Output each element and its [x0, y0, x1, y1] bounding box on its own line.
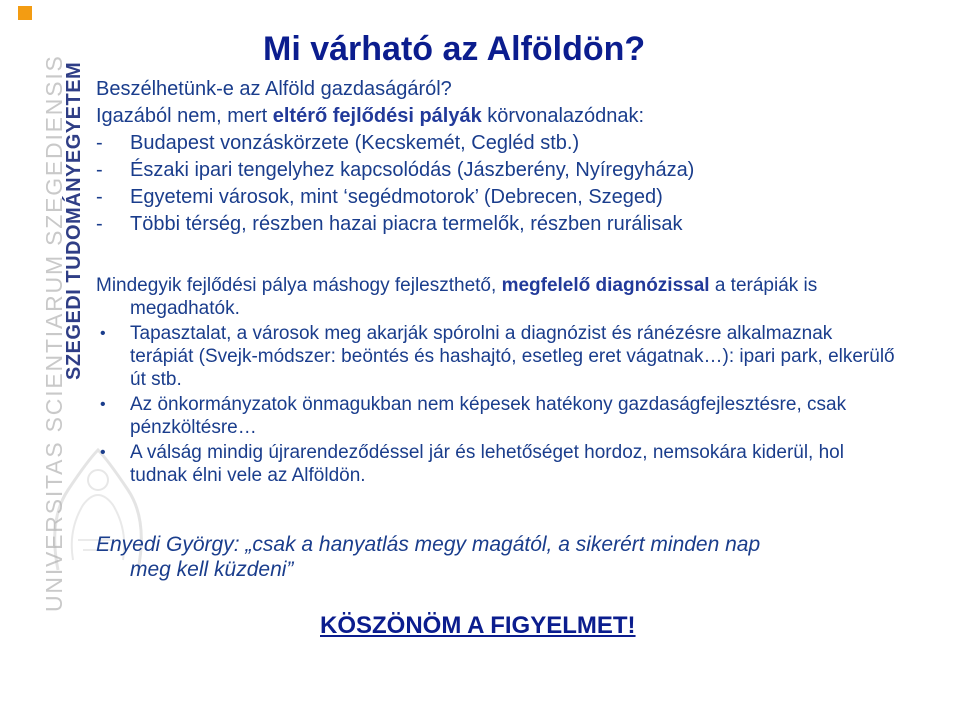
list-item — [96, 157, 936, 184]
dash-marker: - — [96, 159, 103, 181]
list-item-text: Budapest vonzáskörzete (Kecskemét, Cegléd stb.) — [130, 132, 580, 154]
bullet-icon: • — [100, 444, 106, 461]
intro-answer-prefix: Igazából nem, mert — [96, 105, 273, 127]
list-item-text: Északi ipari tengelyhez kapcsolódás (Jászberény, Nyíregyháza) — [130, 159, 695, 181]
bullet-item — [96, 393, 896, 439]
list-item — [96, 211, 936, 238]
dash-marker: - — [96, 186, 103, 208]
summary-suffix: a terápiák is megadhatók. — [130, 275, 818, 319]
slide-title: Mi várható az Alföldön? — [263, 30, 646, 68]
intro-answer — [96, 103, 936, 130]
dash-marker: - — [96, 213, 103, 235]
bullet-icon: • — [100, 396, 106, 413]
bullet-text: Az önkormányzatok önmagukban nem képesek hatékony gazdaságfejlesztésre, csak pénzköltésre… — [130, 394, 847, 438]
list-item — [96, 184, 936, 211]
bullet-text: A válság mindig újrarendeződéssel jár és lehetőséget hordoz, nemsokára kiderül, hol tudnak élni vele az Alföldön. — [130, 442, 844, 486]
intro-section — [96, 76, 936, 238]
closing-thanks: KÖSZÖNÖM A FIGYELMET! — [320, 612, 636, 639]
bullet-text: Tapasztalat, a városok meg akarják spórolni a diagnózist és ránézésre alkalmaznak terápiát (Svejk-módszer: beöntés és hashajtó, esetleg eret vágatnak…): ipari park, elkerülő út stb. — [130, 323, 895, 390]
bullet-item — [96, 441, 896, 487]
dash-marker: - — [96, 132, 103, 154]
list-item-text: Egyetemi városok, mint ‘segédmotorok’ (Debrecen, Szeged) — [130, 186, 663, 208]
intro-answer-suffix: körvonalazódnak: — [481, 105, 645, 127]
bullet-item — [96, 322, 896, 391]
summary-emphasis: megfelelő diagnózissal — [501, 275, 710, 296]
quote-line-2: meg kell küzdeni” — [130, 558, 294, 581]
summary-prefix: Mindegyik fejlődési pálya máshogy fejleszthető, — [96, 275, 502, 296]
quote-line-1: Enyedi György: „csak a hanyatlás megy magától, a sikerért minden nap — [96, 533, 761, 556]
bullet-icon: • — [100, 325, 106, 342]
list-item — [96, 130, 936, 157]
list-item-text: Többi térség, részben hazai piacra termelők, részben rurálisak — [130, 213, 683, 235]
intro-question: Beszélhetünk-e az Alföld gazdaságáról? — [96, 78, 452, 100]
closing-quote — [96, 532, 916, 582]
summary-paragraph — [96, 274, 896, 320]
intro-answer-emphasis: eltérő fejlődési pályák — [272, 105, 482, 127]
main-section — [96, 274, 896, 489]
logo-square — [18, 6, 32, 20]
